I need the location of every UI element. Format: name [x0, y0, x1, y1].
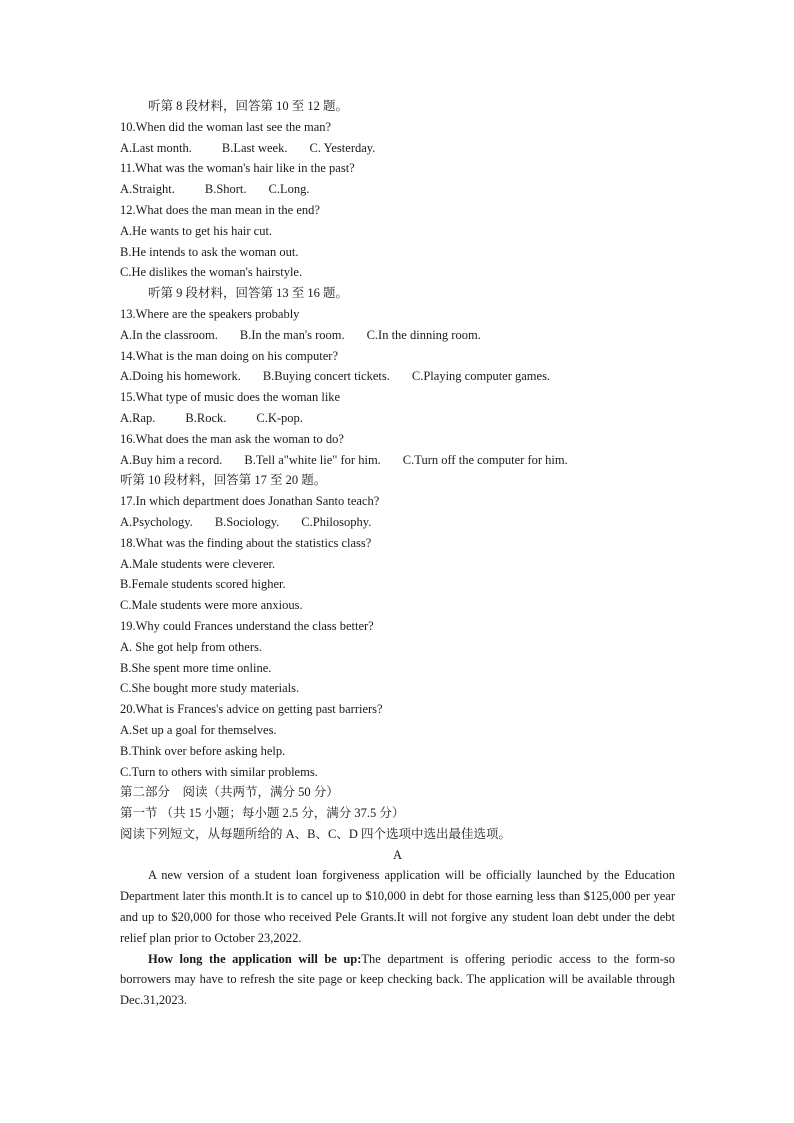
question-10-options	[120, 138, 675, 159]
passage-paragraph-1: A new version of a student loan forgiveness application will be officially launched by the Education Department later this month.It is to cancel up to $10,000 in debt for those earning less than $125,000 per year and up to $20,000 for those who received Pele Grants.It will not forgive any student loan debt under the debt relief plan prior to October 23,2022.	[120, 868, 675, 945]
option-c: C.K-pop.	[256, 410, 303, 425]
option-a: A.In the classroom.	[120, 327, 218, 342]
option-c: C.He dislikes the woman's hairstyle.	[120, 265, 303, 280]
question-13-options	[120, 325, 675, 346]
option-b: B.Sociology.	[214, 514, 280, 529]
question-12: 12.What does the man mean in the end?	[120, 202, 320, 217]
option-a: A.Rap.	[120, 410, 156, 425]
option-b: B.Female students scored higher.	[120, 577, 286, 592]
question-15-options	[120, 408, 675, 429]
part-two-heading: 第二部分 阅读（共两节，满分 50 分）	[120, 785, 339, 800]
question-11: 11.What was the woman's hair like in the past?	[120, 161, 355, 176]
option-b: B.Buying concert tickets.	[262, 369, 390, 384]
passage-label: A	[392, 847, 403, 862]
paragraph-text: The department is offering periodic access to the form-so borrowers may have to refresh the site page or keep checking back. The application will be available through Dec.31,2023.	[120, 951, 675, 1008]
option-c: C. Yesterday.	[309, 140, 376, 155]
question-15: 15.What type of music does the woman like	[120, 390, 341, 405]
question-10: 10.When did the woman last see the man?	[120, 119, 332, 134]
option-b: B.Short.	[204, 182, 247, 197]
question-14: 14.What is the man doing on his computer?	[120, 348, 339, 363]
option-c: C.She bought more study materials.	[120, 681, 300, 696]
option-a: A.Buy him a record.	[120, 452, 223, 467]
question-14-options	[120, 366, 675, 387]
section-heading-8: 听第 8 段材料，回答第 10 至 12 题。	[148, 99, 349, 113]
option-c: C.Philosophy.	[301, 514, 372, 529]
section-heading-9: 听第 9 段材料，回答第 13 至 16 题。	[148, 286, 349, 301]
option-c: C.Playing computer games.	[411, 369, 551, 384]
question-11-options	[120, 179, 675, 200]
question-16: 16.What does the man ask the woman to do?	[120, 431, 344, 446]
reading-instruction: 阅读下列短文，从每题所给的 A、B、C、D 四个选项中选出最佳选项。	[120, 826, 511, 841]
option-c: C.In the dinning room.	[366, 327, 481, 342]
question-13: 13.Where are the speakers probably	[120, 306, 300, 321]
option-b: B.Think over before asking help.	[120, 743, 286, 758]
section-heading-10: 听第 10 段材料，回答第 17 至 20 题。	[120, 473, 327, 488]
question-18: 18.What was the finding about the statistics class?	[120, 535, 372, 550]
option-b: B.Last week.	[221, 140, 288, 155]
question-20: 20.What is Frances's advice on getting past barriers?	[120, 702, 383, 717]
option-b: B.In the man's room.	[239, 327, 345, 342]
option-c: C.Turn to others with similar problems.	[120, 764, 318, 779]
option-a: A.Set up a goal for themselves.	[120, 722, 277, 737]
question-16-options	[120, 450, 675, 471]
question-17: 17.In which department does Jonathan Santo teach?	[120, 494, 380, 509]
option-a: A.Straight.	[120, 182, 175, 197]
option-a: A.Male students were cleverer.	[120, 556, 276, 571]
exam-page	[120, 96, 675, 1011]
option-a: A.He wants to get his hair cut.	[120, 223, 273, 238]
option-b: B.She spent more time online.	[120, 660, 272, 675]
option-a: A.Last month.	[120, 140, 192, 155]
paragraph-heading: How long the application will be up:	[148, 951, 362, 966]
option-a: A.Psychology.	[120, 514, 193, 529]
option-c: C.Long.	[268, 182, 310, 197]
option-b: B.He intends to ask the woman out.	[120, 244, 299, 259]
option-a: A. She got help from others.	[120, 639, 262, 654]
option-b: B.Tell a"white lie" for him.	[244, 452, 381, 467]
question-19: 19.Why could Frances understand the class better?	[120, 618, 374, 633]
option-c: C.Male students were more anxious.	[120, 598, 303, 613]
question-17-options	[120, 512, 675, 533]
option-b: B.Rock.	[185, 410, 227, 425]
passage-paragraph-2	[120, 949, 675, 1011]
option-a: A.Doing his homework.	[120, 369, 241, 384]
section-one-heading: 第一节 （共 15 小题；每小题 2.5 分，满分 37.5 分）	[120, 806, 405, 821]
option-c: C.Turn off the computer for him.	[402, 452, 568, 467]
